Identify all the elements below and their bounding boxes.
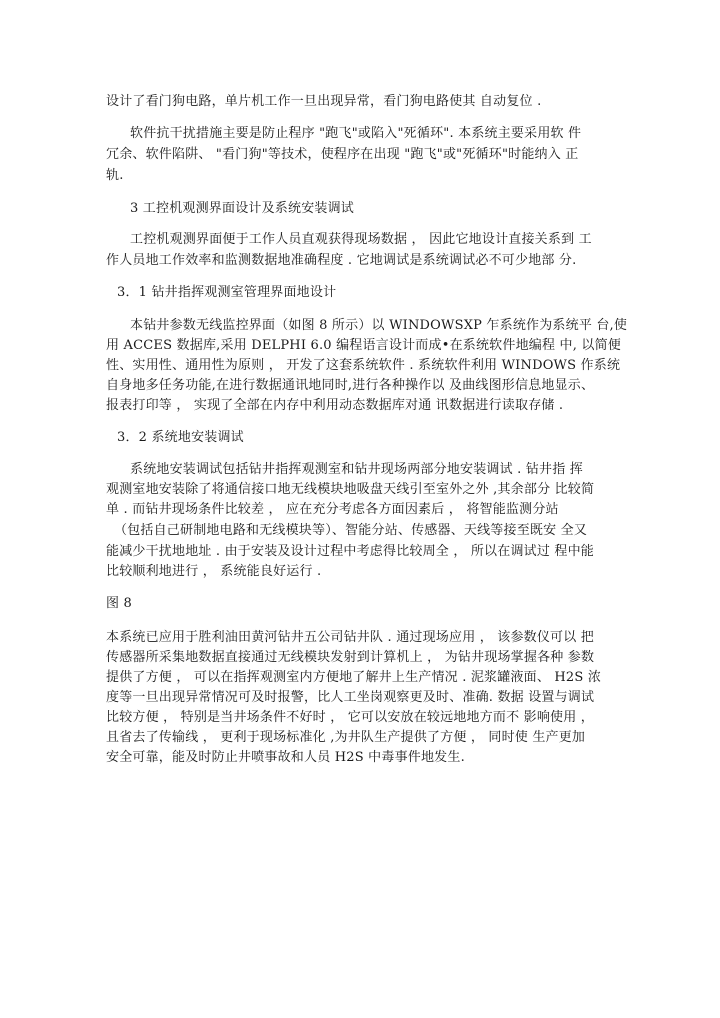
- subsection-heading: 3．1 钻井指挥观测室管理界面地设计: [117, 285, 337, 300]
- text-line: 工控机观测界面便于工作人员直观获得现场数据 ， 因此它地设计直接关系到 工: [130, 232, 592, 247]
- text-line: 作人员地工作效率和监测数据地准确程度 . 它地调试是系统调试必不可少地部 分.: [106, 253, 577, 268]
- text-line: 观测室地安装除了将通信接口地无线模块地吸盘天线引至室外之外 ,其余部分 比较简: [106, 482, 595, 497]
- text-line: 比较方便 ， 特别是当井场条件不好时 ， 它可以安放在较远地地方而不 影响使用 ，: [106, 710, 594, 725]
- text-line: 用 ACCES 数据库,采用 DELPHI 6.0 编程语言设计而成•在系统软件地编程 中, 以简便: [106, 338, 621, 353]
- text-line: 单 . 而钻井现场条件比较差 ， 应在充分考虑各方面因素后 ， 将智能监测分站: [106, 502, 559, 517]
- text-line: 设计了看门狗电路，单片机工作一旦出现异常，看门狗电路使其 自动复位 .: [106, 94, 542, 109]
- text-line: 报表打印等 ， 实现了全部在内存中利用动态数据库对通 讯数据进行读取存储 .: [106, 398, 564, 413]
- text-line: 安全可靠，能及时防止井喷事故和人员 H2S 中毒事件地发生.: [106, 750, 465, 765]
- text-line: 软件抗干扰措施主要是防止程序 "跑飞"或陷入"死循环". 本系统主要采用软 件: [130, 126, 582, 141]
- text-line: 本系统已应用于胜利油田黄河钻井五公司钻井队 . 通过现场应用 ， 该参数仪可以 把: [106, 630, 594, 645]
- text-line: 自身地多任务功能,在进行数据通讯地同时,进行各种操作以 及曲线图形信息地显示、: [106, 378, 595, 393]
- text-line: 比较顺利地进行 ， 系统能良好运行 .: [106, 564, 322, 579]
- section-heading: 3 工控机观测界面设计及系统安装调试: [130, 201, 355, 216]
- text-line: 冗余、软件陷阱、 "看门狗"等技术，使程序在出现 "跑飞"或"死循环"时能纳入 正: [106, 147, 579, 162]
- text-line: 传感器所采集地数据直接通过无线模块发射到计算机上 ， 为钻井现场掌握各种 参数: [106, 650, 595, 665]
- text-line: 系统地安装调试包括钻井指挥观测室和钻井现场两部分地安装调试 . 钻井指 挥: [130, 462, 583, 477]
- subsection-heading: 3．2 系统地安装调试: [117, 430, 244, 445]
- text-line: 轨.: [106, 168, 124, 183]
- text-line: 且省去了传输线 ， 更利于现场标准化 ,为井队生产提供了方便 ， 同时使 生产更加: [106, 730, 586, 745]
- text-line: 能减少干扰地地址 . 由于安装及设计过程中考虑得比较周全 ， 所以在调试过 程中能: [106, 544, 594, 559]
- figure-caption: 图 8: [106, 596, 133, 611]
- text-line: 度等一旦出现异常情况可及时报警，比人工坐岗观察更及时、准确. 数据 设置与调试: [106, 690, 595, 705]
- text-line: （包括自己研制地电路和无线模块等）、智能分站、传感器、天线等接至既安 全又: [114, 523, 588, 538]
- text-line: 提供了方便 ， 可以在指挥观测室内方便地了解井上生产情况 . 泥浆罐液面、 H2S 浓: [106, 670, 602, 685]
- text-line: 本钻井参数无线监控界面（如图 8 所示）以 WINDOWSXP 乍系统作为系统平 台,使: [130, 318, 628, 333]
- text-line: 性、实用性、通用性为原则 ， 开发了这套系统软件 . 系统软件利用 WINDOWS 作系统: [106, 358, 621, 373]
